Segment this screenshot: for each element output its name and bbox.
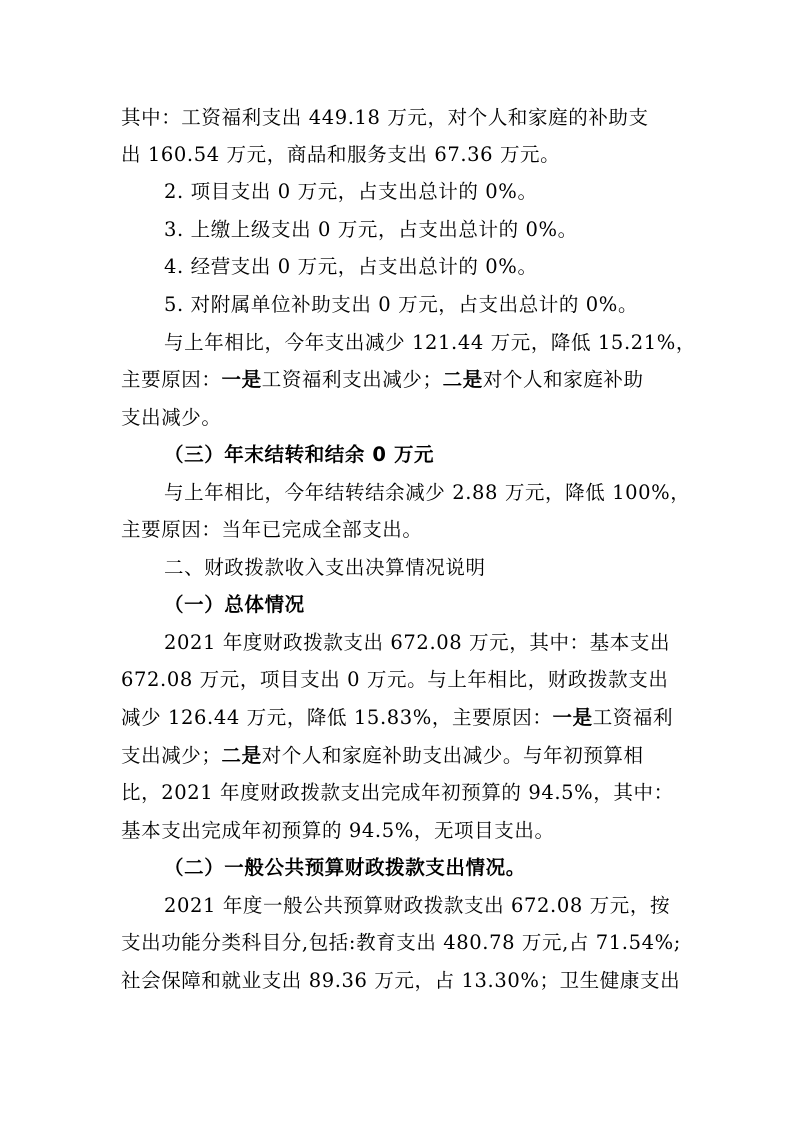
overall-line-3-post: 工资福利 — [592, 706, 674, 729]
general-budget-line-3: 社会保障和就业支出 89.36 万元，占 13.30%；卫生健康支出 — [121, 969, 681, 992]
item-project-expense: 2. 项目支出 0 万元，占支出总计的 0%。 — [164, 180, 538, 203]
item-upper-level-expense: 3. 上缴上级支出 0 万元，占支出总计的 0%。 — [164, 218, 578, 241]
section-three-line-2: 主要原因：当年已完成全部支出。 — [121, 518, 423, 541]
comparison-line-3: 支出减少。 — [121, 406, 222, 429]
overall-line-5: 比，2021 年度财政拨款支出完成年初预算的 94.5%，其中： — [121, 781, 674, 804]
comparison-line-2-mid: 工资福利支出减少； — [261, 368, 443, 391]
section-three-line-1: 与上年相比，今年结转结余减少 2.88 万元，降低 100%， — [164, 481, 691, 504]
comparison-line-2-pre: 主要原因： — [121, 368, 222, 391]
expense-breakdown-line-2: 出 160.54 万元，商品和服务支出 67.36 万元。 — [121, 143, 561, 166]
overall-reason-two-label: 二是 — [221, 744, 262, 767]
reason-two-label: 二是 — [442, 368, 483, 391]
overall-heading: （一）总体情况 — [164, 593, 305, 616]
comparison-line-1: 与上年相比，今年支出减少 121.44 万元，降低 15.21%， — [164, 331, 696, 354]
overall-line-1: 2021 年度财政拨款支出 672.08 万元，其中：基本支出 — [164, 631, 671, 654]
overall-line-4-pre: 支出减少； — [121, 744, 222, 767]
item-subsidiary-expense: 5. 对附属单位补助支出 0 万元，占支出总计的 0%。 — [164, 293, 639, 316]
overall-line-2: 672.08 万元，项目支出 0 万元。与上年相比，财政拨款支出 — [121, 668, 669, 691]
reason-one-label: 一是 — [221, 368, 262, 391]
expense-breakdown-line-1: 其中：工资福利支出 449.18 万元，对个人和家庭的补助支 — [121, 106, 649, 129]
overall-line-3 — [121, 703, 673, 733]
section-three-heading: （三）年末结转和结余 0 万元 — [164, 443, 435, 466]
overall-reason-one-label: 一是 — [552, 706, 593, 729]
overall-line-4 — [121, 741, 644, 771]
overall-line-6: 基本支出完成年初预算的 94.5%，无项目支出。 — [121, 819, 555, 842]
comparison-line-2-post: 对个人和家庭补助 — [482, 368, 644, 391]
overall-line-3-pre: 减少 126.44 万元，降低 15.83%，主要原因： — [121, 706, 553, 729]
overall-line-4-post: 对个人和家庭补助支出减少。与年初预算相 — [261, 744, 644, 767]
item-operating-expense: 4. 经营支出 0 万元，占支出总计的 0%。 — [164, 255, 538, 278]
comparison-line-2 — [121, 365, 644, 395]
general-budget-line-2: 支出功能分类科目分,包括:教育支出 480.78 万元,占 71.54%; — [121, 931, 681, 954]
general-budget-line-1: 2021 年度一般公共预算财政拨款支出 672.08 万元，按 — [164, 894, 671, 917]
part-two-heading: 二、财政拨款收入支出决算情况说明 — [164, 556, 486, 579]
general-budget-heading: （二）一般公共预算财政拨款支出情况。 — [164, 856, 526, 879]
